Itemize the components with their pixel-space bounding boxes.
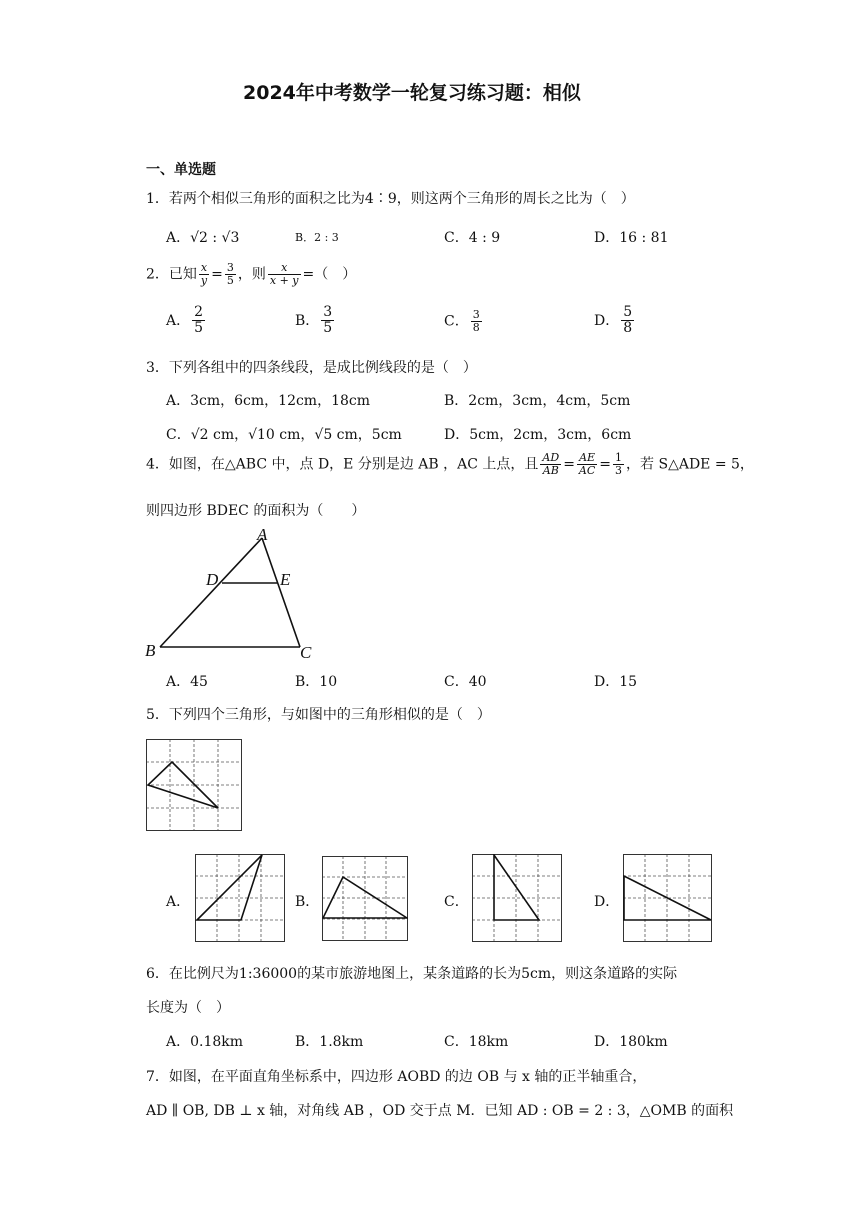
question-5-option-c-label: C． xyxy=(444,894,469,910)
question-2-stem: 2．已知 $\frac{x}{y}$ = $\frac{3}{5}$ ，则 $\frac{x}{x + y}$ =（ ） xyxy=(146,261,357,288)
vertex-label-c: C xyxy=(300,643,312,662)
vertex-label-a: A xyxy=(257,525,268,544)
question-1-option-b: B．2 : 3 xyxy=(295,231,339,244)
fraction-3-over-5: $\frac{3}{5}$ xyxy=(226,261,234,288)
question-2-prefix: 2．已知 xyxy=(146,266,197,283)
question-4-line-2: 则四边形 BDEC 的面积为（ ） xyxy=(146,503,366,519)
question-1-option-d: D．16 : 81 xyxy=(594,230,669,246)
question-5-stem: 5．下列四个三角形，与如图中的三角形相似的是（ ） xyxy=(146,707,491,723)
page-title: 2024年中考数学一轮复习练习题：相似 xyxy=(243,82,581,104)
question-5-option-a-label: A． xyxy=(166,894,191,910)
question-4-option-c: C．40 xyxy=(444,674,487,690)
question-1-option-a: A．√2 : √3 xyxy=(166,230,240,246)
fraction-3-over-5-b: $\frac{3}{5}$ xyxy=(323,304,333,337)
option-a-grid-triangle xyxy=(195,854,285,942)
vertex-label-d: D xyxy=(206,570,219,589)
question-3-option-b: B．2cm，3cm，4cm，5cm xyxy=(444,393,631,409)
question-6-option-b: B．1.8km xyxy=(295,1034,364,1050)
question-2-option-b: B． $\frac{3}{5}$ xyxy=(295,304,333,337)
option-b-grid-triangle xyxy=(322,856,408,941)
fraction-ad-over-ab: $\frac{AD}{AB}$ xyxy=(542,451,560,478)
question-7-line-1: 7．如图，在平面直角坐标系中，四边形 AOBD 的边 OB 与 x 轴的正半轴重合， xyxy=(146,1069,647,1085)
fraction-2-over-5: $\frac{2}{5}$ xyxy=(194,304,204,337)
fraction-x-over-y: $\frac{x}{y}$ xyxy=(200,261,208,288)
section-heading: 一、单选题 xyxy=(146,162,216,178)
question-1-stem: 1．若两个相似三角形的面积之比为4∶9，则这两个三角形的周长之比为（ ） xyxy=(146,191,635,207)
question-6-line-1: 6．在比例尺为1:36000的某市旅游地图上，某条道路的长为5cm，则这条道路的实际 xyxy=(146,966,678,982)
question-3-option-a: A．3cm，6cm，12cm，18cm xyxy=(166,393,371,409)
question-2-option-d: D． $\frac{5}{8}$ xyxy=(594,304,633,337)
question-6-option-d: D．180km xyxy=(594,1034,668,1050)
vertex-label-b: B xyxy=(145,641,156,660)
question-4-option-b: B．10 xyxy=(295,674,338,690)
reference-grid-triangle xyxy=(146,739,242,831)
fraction-1-over-3: $\frac{1}{3}$ xyxy=(615,451,623,478)
vertex-label-e: E xyxy=(280,570,291,589)
question-5-option-b-label: B． xyxy=(295,894,320,910)
question-2-mid: ，则 xyxy=(237,266,266,283)
option-c-grid-triangle xyxy=(472,854,562,942)
question-4-option-d: D．15 xyxy=(594,674,638,690)
question-3-stem: 3．下列各组中的四条线段，是成比例线段的是（ ） xyxy=(146,360,477,376)
fraction-3-over-8: $\frac{3}{8}$ xyxy=(472,308,480,335)
question-1-option-c: C．4 : 9 xyxy=(444,230,501,246)
question-2-suffix: =（ ） xyxy=(302,266,357,283)
question-4-line-1: 4．如图，在△ABC 中，点 D，E 分别是边 AB ，AC 上点，且 $\frac{AD}{AB}$ = $\frac{AE}{AC}$ = $\frac{1}{3}$ ，若 S△ADE = 5， xyxy=(146,451,754,478)
triangle-abc-figure xyxy=(140,525,330,665)
question-5-option-d-label: D． xyxy=(594,894,620,910)
question-6-line-2: 长度为（ ） xyxy=(146,1000,230,1016)
question-7-line-2: AD ∥ OB, DB ⊥ x 轴，对角线 AB ，OD 交于点 M．已知 AD : OB = 2 : 3，△OMB 的面积 xyxy=(146,1103,734,1119)
question-4-option-a: A．45 xyxy=(166,674,208,690)
question-6-option-c: C．18km xyxy=(444,1034,509,1050)
question-2-option-a: A． $\frac{2}{5}$ xyxy=(166,304,204,337)
question-3-option-c: C．√2 cm，√10 cm，√5 cm，5cm xyxy=(166,427,402,443)
question-2-option-c: C． $\frac{3}{8}$ xyxy=(444,308,480,335)
option-d-grid-triangle xyxy=(623,854,712,942)
fraction-ae-over-ac: $\frac{AE}{AC}$ xyxy=(578,451,596,478)
question-3-option-d: D．5cm，2cm，3cm，6cm xyxy=(444,427,632,443)
fraction-x-over-x-plus-y: $\frac{x}{x + y}$ xyxy=(269,261,299,288)
question-6-option-a: A．0.18km xyxy=(166,1034,244,1050)
fraction-5-over-8: $\frac{5}{8}$ xyxy=(623,304,633,337)
